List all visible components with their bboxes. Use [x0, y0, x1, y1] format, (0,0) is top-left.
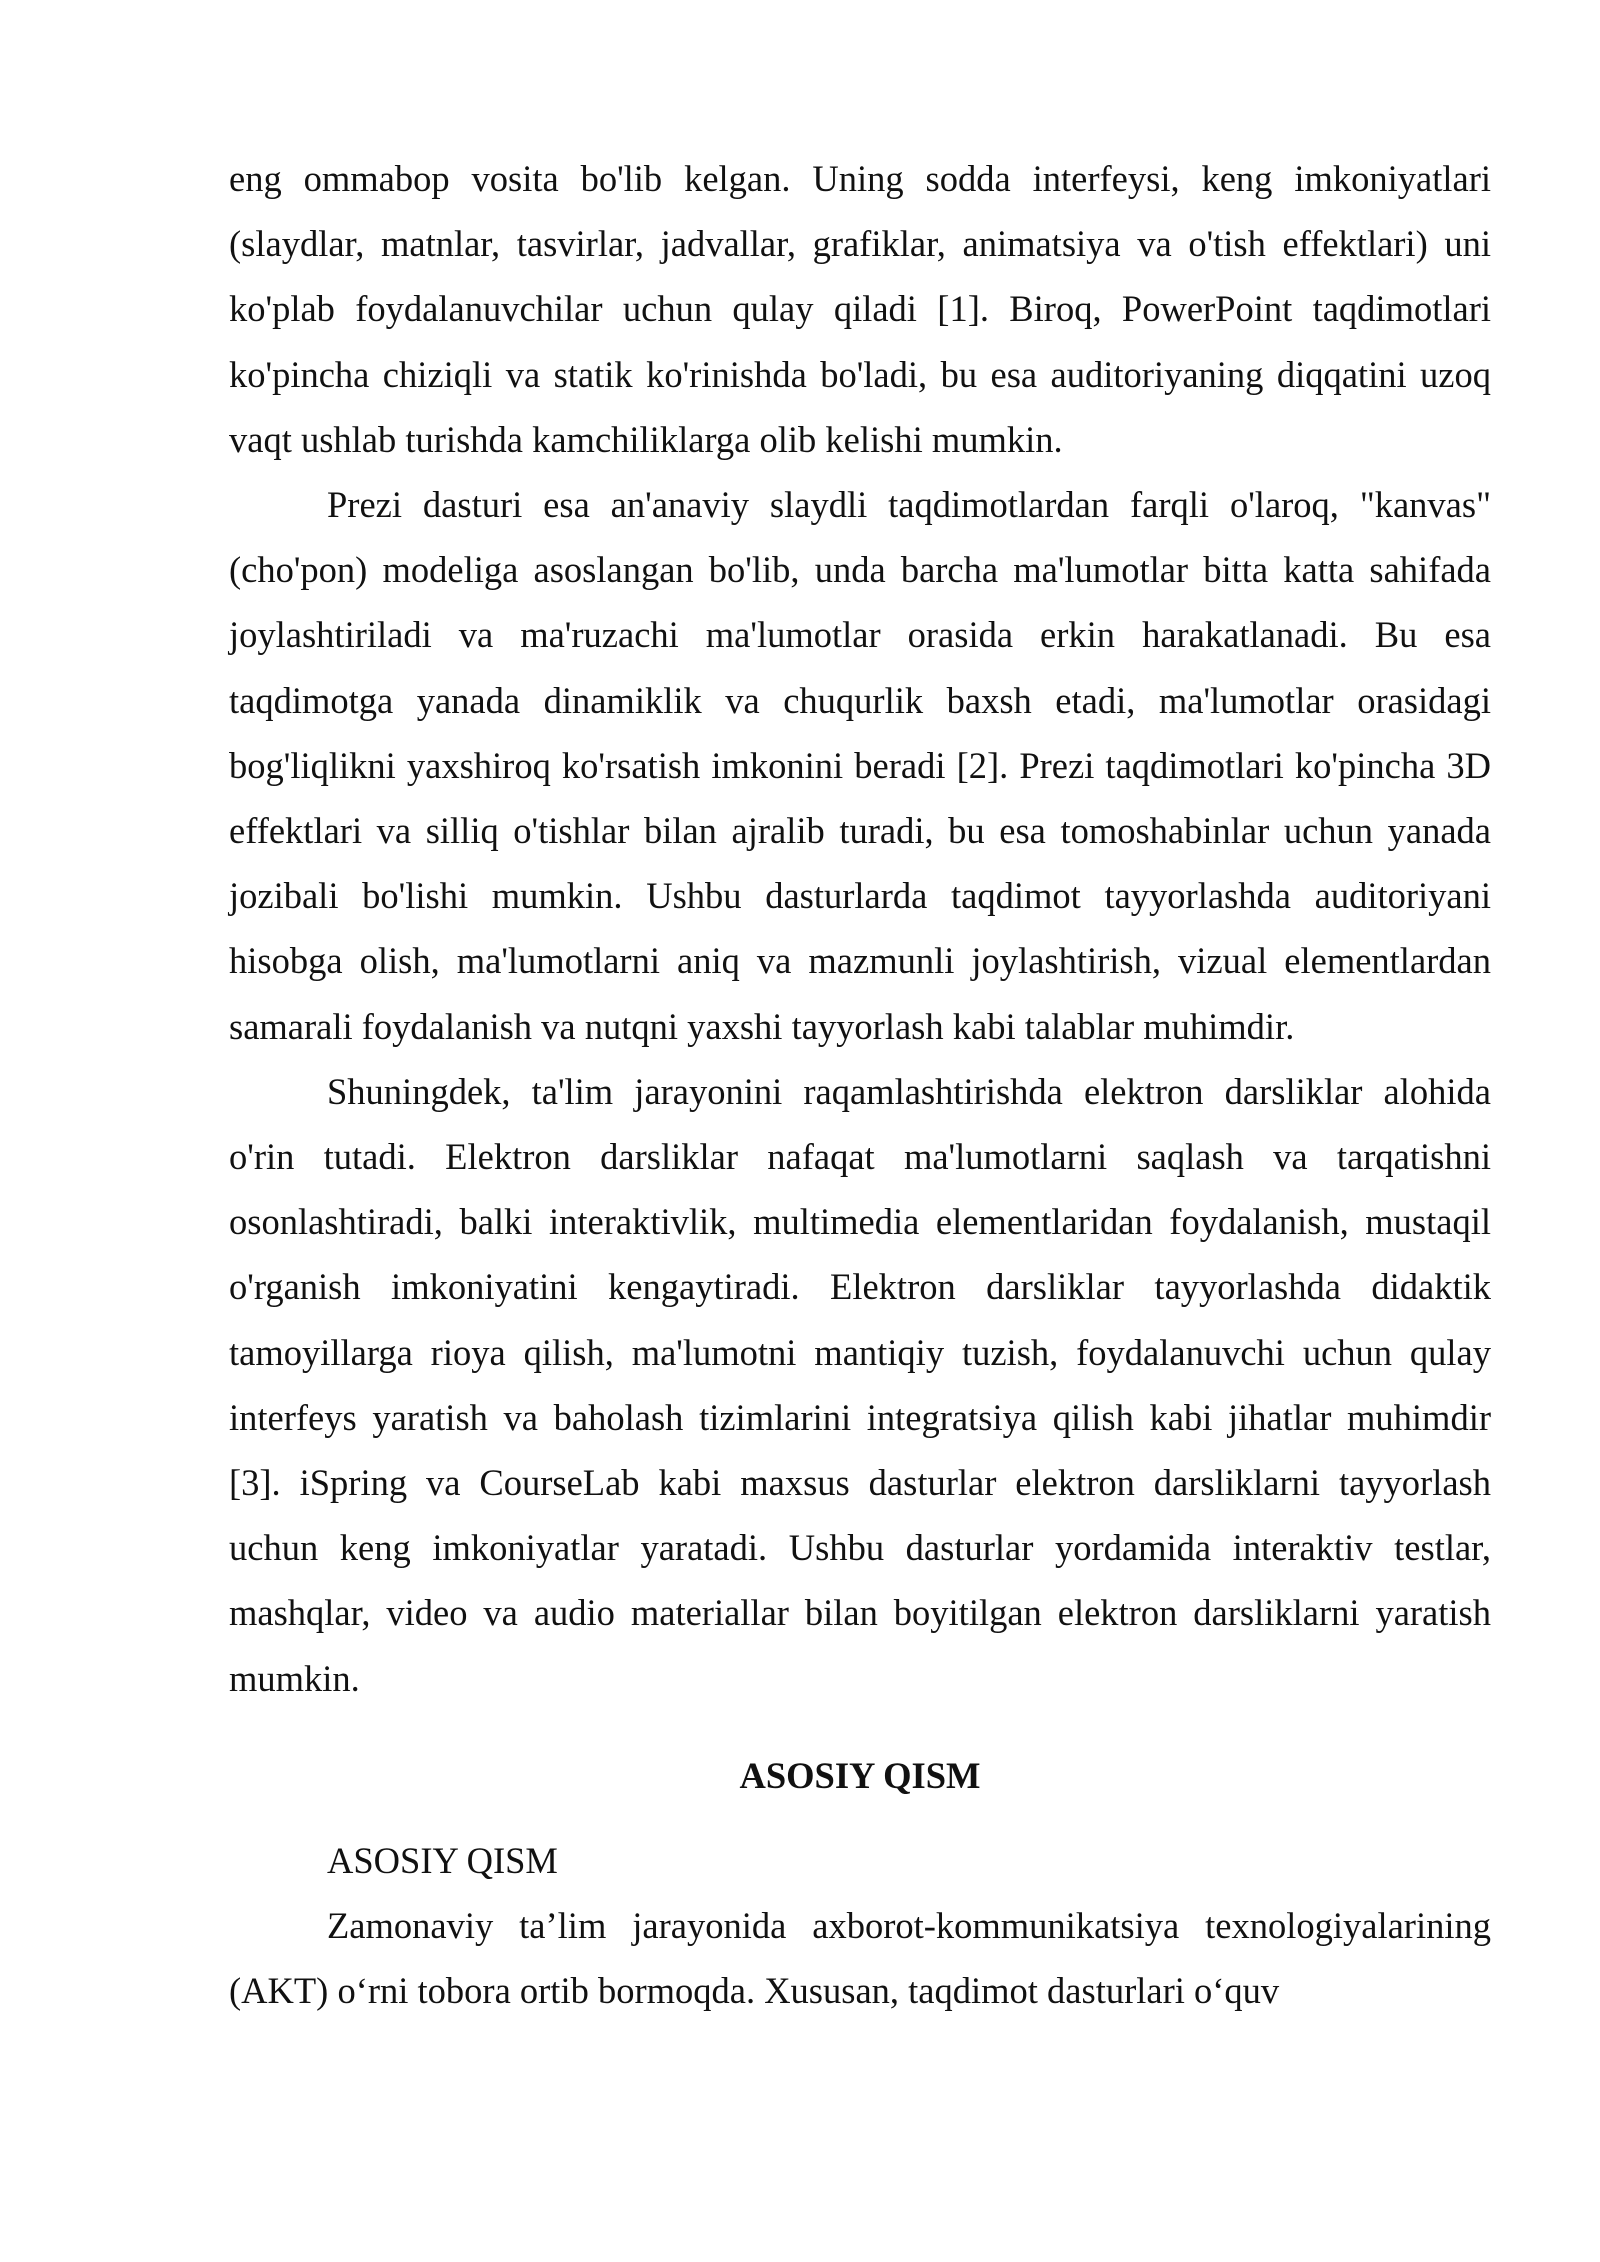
paragraph-prezi: Prezi dasturi esa an'anaviy slaydli taqdimotlardan farqli o'laroq, "kanvas" (cho'pon) modeliga asoslangan bo'lib, unda barcha ma'lumotlar bitta katta sahifada joylashtiriladi va ma'ruzachi ma'lumotlar orasida erkin harakatlanadi. Bu esa taqdimotga yanada dinamiklik va chuqurlik baxsh etadi, ma'lumotlar orasidagi bog'liqlikni yaxshiroq ko'rsatish imkonini beradi [2]. Prezi taqdimotlari ko'pincha 3D effektlari va silliq o'tishlar bilan ajralib turadi, bu esa tomoshabinlar uchun yanada jozibali bo'lishi mumkin. Ushbu dasturlarda taqdimot tayyorlashda auditoriyani hisobga olish, ma'lumotlarni aniq va mazmunli joylashtirish, vizual elementlardan samarali foydalanish va nutqni yaxshi tayyorlash kabi talablar muhimdir. [229, 484, 1491, 1047]
paragraph-powerpoint: eng ommabop vosita bo'lib kelgan. Uning sodda interfeysi, keng imkoniyatlari (slaydlar, matnlar, tasvirlar, jadvallar, grafiklar, animatsiya va o'tish effektlari) uni ko'plab foydalanuvchilar uchun qulay qiladi [1]. Biroq, PowerPoint taqdimotlari ko'pincha chiziqli va statik ko'rinishda bo'ladi, bu esa auditoriyaning diqqatini uzoq vaqt ushlab turishda kamchiliklarga olib kelishi mumkin. [229, 158, 1491, 460]
document-page [229, 146, 1491, 2024]
section-heading: ASOSIY QISM [739, 1754, 981, 1796]
section-subheading: ASOSIY QISM [327, 1840, 558, 1882]
paragraph-electronic-textbooks: Shuningdek, ta'lim jarayonini raqamlashtirishda elektron darsliklar alohida o'rin tutadi. Elektron darsliklar nafaqat ma'lumotlarni saqlash va tarqatishni osonlashtiradi, balki interaktivlik, multimedia elementlaridan foydalanish, mustaqil o'rganish imkoniyatini kengaytiradi. Elektron darsliklar tayyorlashda didaktik tamoyillarga rioya qilish, ma'lumotni mantiqiy tuzish, foydalanuvchi uchun qulay interfeys yaratish va baholash tizimlarini integratsiya qilish kabi jihatlar muhimdir [3]. iSpring va CourseLab kabi maxsus dasturlar elektron darsliklarni tayyorlash uchun keng imkoniyatlar yaratadi. Ushbu dasturlar yordamida interaktiv testlar, mashqlar, video va audio materiallar bilan boyitilgan elektron darsliklarni yaratish mumkin. [229, 1070, 1491, 1699]
paragraph-main-intro: Zamonaviy ta’lim jarayonida axborot-kommunikatsiya texnologiyalarining (AKT) o‘rni tobora ortib bormoqda. Xususan, taqdimot dasturlari o‘quv [229, 1905, 1491, 2012]
